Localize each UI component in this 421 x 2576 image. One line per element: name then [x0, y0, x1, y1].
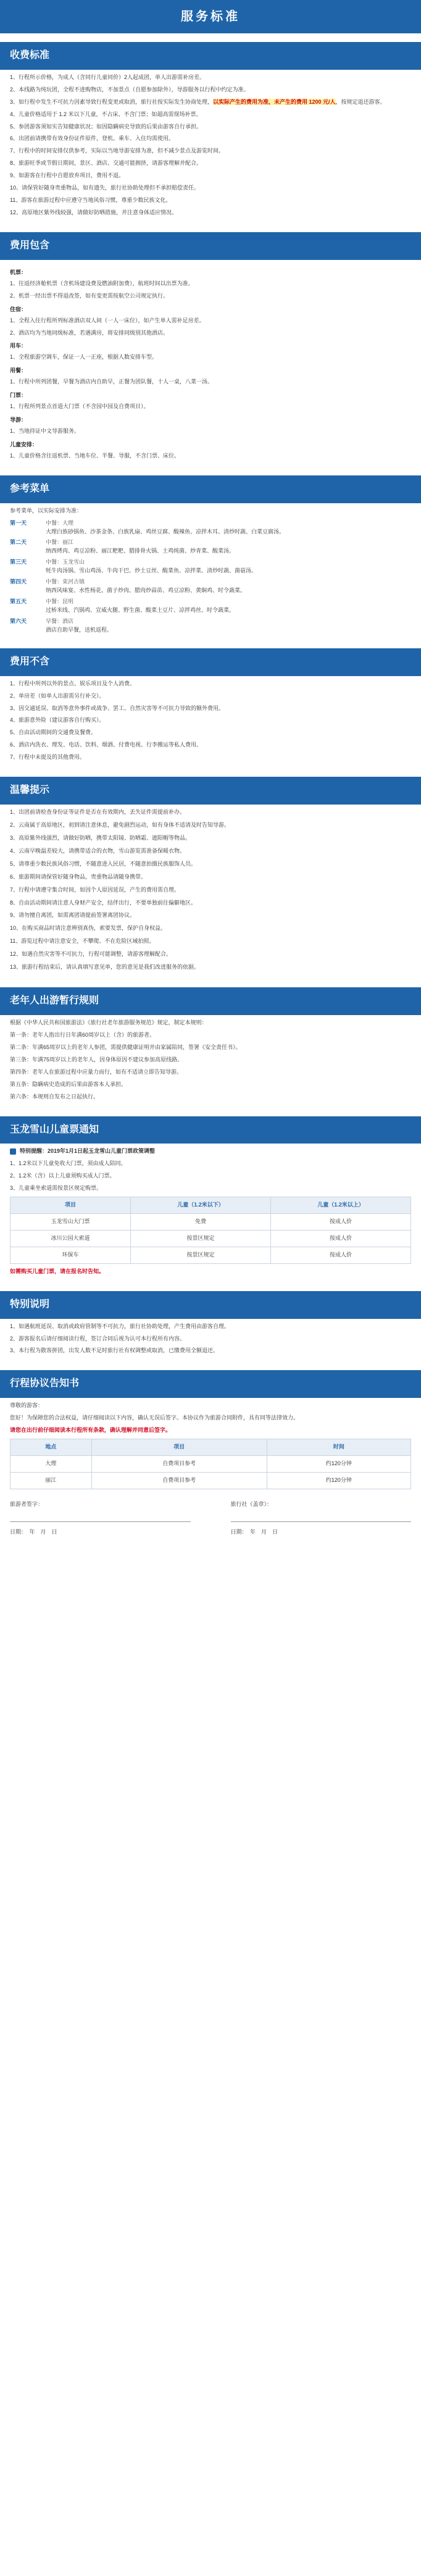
table-header: 地点 — [10, 1439, 92, 1455]
fees-excluded-p6: 6、酒店内洗衣、理发、电话、饮料、烟酒、付费电视、行李搬运等私人费用。 — [10, 742, 202, 748]
tourist-sign-label: 旅游者签字： — [10, 1500, 44, 1507]
table-cell: 自费项目参考 — [91, 1472, 267, 1489]
elder-rule-item: 第五条：隐瞒病史造成的后果由游客本人承担。 — [10, 1081, 127, 1087]
tip-item: 6、旅游期间请保管好随身物品，贵重物品请随身携带。 — [10, 873, 147, 880]
agreement-table — [10, 1439, 411, 1489]
menu-dishes: 牦牛肉汤锅、雪山鸡汤、牛肉干巴、炒土豆丝、酸菜鱼、凉拌菜、清炒时蔬、菌菇汤。 — [46, 567, 257, 574]
agreement-greeting: 尊敬的游客： — [10, 1402, 44, 1409]
fees-standard-p7: 7、行程中的时间安排仅供参考，实际以当地导游安排为准，但不减少景点及游览时间。 — [10, 148, 225, 154]
menu-row — [10, 617, 411, 635]
agency-date-label: 日期： 年 月 日 — [230, 1528, 278, 1535]
menu-row — [10, 519, 411, 537]
fees-excluded-p5: 5、自由活动期间的交通费及餐费。 — [10, 729, 97, 736]
fees-included-content — [0, 260, 421, 467]
table-cell: 约120分钟 — [267, 1455, 411, 1472]
agreement-body: 您好！为保障您的合法权益，请仔细阅读以下内容，确认无误后签字。本协议作为旅游合同附件，具有同等法律效力。 — [10, 1415, 299, 1421]
elder-rules-content — [0, 1015, 421, 1108]
tips-content — [0, 805, 421, 979]
fees-standard-p9: 9、如游客在行程中自愿放弃项目，费用不退。 — [10, 172, 125, 179]
child-notice-p1: 1、1.2米以下儿童免收大门票，须由成人陪同。 — [10, 1160, 127, 1167]
signature-row — [10, 1500, 411, 1537]
fees-excluded-p1: 1、行程中所列以外的景点、娱乐项目及个人消费。 — [10, 680, 136, 687]
fees-standard-p10: 10、请保管好随身贵重物品，如有遗失，旅行社协助处理但不承担赔偿责任。 — [10, 185, 200, 191]
menu-dishes: 纳西风味宴、水性杨花、菌子炒肉、腊肉炒蒜苗、鸡豆凉粉、黄焖鸡、时令蔬菜。 — [46, 587, 246, 594]
table-row — [10, 1247, 411, 1263]
fees-excluded-p4: 4、旅游意外险（建议游客自行购买）。 — [10, 717, 105, 724]
fees-excluded-p7: 7、行程中未提及的其他费用。 — [10, 754, 86, 761]
child-notice-note: 如需购买儿童门票，请在报名时告知。 — [10, 1268, 105, 1274]
tourist-date-label: 日期： 年 月 日 — [10, 1528, 57, 1535]
child-p1: 1、儿童价格含往返机票、当地车位、半餐、导服，不含门票、床位。 — [10, 452, 180, 459]
section-elder-rules-title: 老年人出游暂行规则 — [0, 987, 421, 1015]
table-row — [10, 1230, 411, 1247]
table-header: 时间 — [267, 1439, 411, 1455]
table-cell: 丽江 — [10, 1472, 92, 1489]
section-fees-excluded-title: 费用不含 — [0, 648, 421, 676]
fees-standard-p6: 6、出团前请携带有效身份证件原件，登机、乘车、入住均需使用。 — [10, 135, 175, 142]
menu-row — [10, 578, 411, 595]
menu-meal: 中餐：昆明 — [46, 598, 74, 605]
meal-subtitle: 用餐： — [10, 367, 27, 374]
menu-row — [10, 538, 411, 556]
fees-standard-p8: 8、旅游旺季或节假日期间，景区、酒店、交通可能拥挤，请游客理解并配合。 — [10, 160, 202, 167]
agreement-highlight: 请您在出行前仔细阅读本行程所有条款，确认理解并同意后签字。 — [10, 1427, 172, 1434]
menu-row — [10, 558, 411, 575]
fees-standard-p1: 1、行程所示价格，为成人（含同行儿童同价）2人起成团，单人出游需补房差。 — [10, 73, 206, 80]
fees-standard-p3-pre: 3、如行程中发生不可抗力因素导致行程变更或取消，旅行社按实际发生协商处理， — [10, 98, 214, 105]
child-ticket-table — [10, 1197, 411, 1264]
special-p3: 3、本行程为散客拼团，出发人数不足时旅行社有权调整或取消，已缴费用全额退还。 — [10, 1347, 219, 1354]
menu-content — [0, 503, 421, 640]
menu-row — [10, 598, 411, 615]
menu-day: 第六天 — [10, 617, 27, 624]
table-cell: 大理 — [10, 1455, 92, 1472]
table-cell: 按成人价 — [270, 1230, 411, 1247]
traffic-p1: 1、全程旅游空调车，保证一人一正座，根据人数安排车型。 — [10, 354, 158, 361]
fees-standard-p3-post: ，按规定退还游客。 — [335, 98, 386, 105]
special-p2: 2、游客报名后请仔细阅读行程，签订合同后视为认可本行程所有内容。 — [10, 1335, 186, 1342]
tip-item: 1、出团前请检查身份证等证件是否在有效期内，丢失证件需提前补办。 — [10, 808, 186, 815]
menu-dishes: 纳西烤肉、鸡豆凉粉、丽江粑粑、腊排骨火锅、土鸡炖菌、炒青菜、酸菜汤。 — [46, 548, 235, 554]
section-tips-title: 温馨提示 — [0, 777, 421, 805]
tip-item: 8、自由活动期间请注意人身财产安全，结伴出行，不要单独前往偏僻地区。 — [10, 899, 197, 906]
menu-day: 第一天 — [10, 519, 27, 526]
fees-standard-p3 — [10, 98, 411, 107]
fees-excluded-content — [0, 676, 421, 769]
page-title-bar — [0, 0, 421, 33]
fees-standard-p12: 12、高原地区紫外线较强，请做好防晒措施，并注意身体适应情况。 — [10, 209, 178, 216]
table-header: 儿童（1.2米以上） — [270, 1197, 411, 1214]
hotel-subtitle: 住宿： — [10, 306, 27, 312]
section-child-notice-title: 玉龙雪山儿童票通知 — [0, 1116, 421, 1144]
table-row — [10, 1472, 411, 1489]
menu-dishes: 大理白族砂锅鱼、沙茶金条、白族乳扇、鸡丝豆腐、酸辣鱼、凉拌木耳、清炒时蔬、白菜豆腐汤。 — [46, 528, 285, 535]
table-header: 项目 — [91, 1439, 267, 1455]
menu-meal: 中餐：大理 — [46, 519, 74, 526]
menu-dishes: 过桥米线、汽锅鸡、宣威火腿、野生菌、酸菜土豆片、凉拌鸡丝、时令蔬菜。 — [46, 607, 235, 614]
meal-p1: 1、行程中所列团餐，早餐为酒店内自助早，正餐为团队餐，十人一桌，八菜一汤。 — [10, 378, 214, 385]
menu-intro: 参考菜单，以实际安排为准： — [10, 507, 83, 514]
ticket-subtitle: 门票： — [10, 392, 27, 399]
child-notice-p2: 2、1.2米（含）以上儿童须购买成人门票。 — [10, 1173, 115, 1179]
tourist-sign-line[interactable] — [10, 1512, 191, 1522]
hotel-p1: 1、全程入住行程所列标准酒店双人间（一人一床位），如产生单人需补足房差。 — [10, 317, 205, 324]
table-header: 项目 — [10, 1197, 131, 1214]
section-special-title: 特别说明 — [0, 1291, 421, 1319]
special-p1: 1、如遇航班延误、取消或政府管制等不可抗力，旅行社协助处理，产生费用由游客自理。 — [10, 1323, 230, 1329]
elder-rule-item: 第一条：老年人指出行日年满60周岁以上（含）的旅游者。 — [10, 1031, 156, 1038]
elder-rule-item: 第四条：老年人在旅游过程中应量力而行，如有不适请立即告知导游。 — [10, 1068, 183, 1075]
table-cell: 约120分钟 — [267, 1472, 411, 1489]
menu-day: 第三天 — [10, 559, 27, 566]
menu-day: 第二天 — [10, 539, 27, 546]
flight-p1: 1、往返经济舱机票（含机场建设费及燃油附加费），航班时间以出票为准。 — [10, 280, 194, 286]
table-cell: 按成人价 — [270, 1214, 411, 1231]
elder-rule-item: 第二条：年满65周岁以上的老年人参团，需提供健康证明并由家属陪同，签署《安全责任书》。 — [10, 1043, 241, 1050]
notice-icon — [10, 1148, 16, 1155]
table-row — [10, 1455, 411, 1472]
guide-subtitle: 导游： — [10, 417, 27, 424]
tip-item: 13、旅游行程结束后，请认真填写意见单，您的意见是我们改进服务的依据。 — [10, 964, 200, 971]
traffic-subtitle: 用车： — [10, 343, 27, 349]
table-cell: 玉龙雪山大门票 — [10, 1214, 131, 1231]
fees-standard-p11: 11、游客在旅游过程中应遵守当地风俗习惯，尊重少数民族文化。 — [10, 197, 172, 204]
tip-item: 9、请勿擅自离团，如需离团请提前签署离团协议。 — [10, 912, 136, 919]
table-cell: 冰川公园大索道 — [10, 1230, 131, 1247]
hotel-p2: 2、酒店均为当地同级标准，若遇满房，将安排同级别其他酒店。 — [10, 329, 169, 336]
section-fees-standard-title: 收费标准 — [0, 42, 421, 70]
fees-standard-p4: 4、儿童价格适用于 1.2 米以下儿童，不占床、不含门票；如超高需现场补票。 — [10, 111, 202, 117]
agreement-content — [0, 1398, 421, 1539]
table-row — [10, 1214, 411, 1231]
menu-meal: 中餐：束河古镇 — [46, 579, 85, 585]
fees-standard-p5: 5、参团游客须如实告知健康状况；如因隐瞒病史导致的后果由游客自行承担。 — [10, 123, 202, 130]
agency-sign-line[interactable] — [231, 1512, 412, 1522]
menu-meal: 早餐：酒店 — [46, 617, 74, 624]
table-cell: 环保车 — [10, 1247, 131, 1263]
child-notice-content — [0, 1144, 421, 1282]
section-fees-included-title: 费用包含 — [0, 232, 421, 260]
table-cell: 自费项目参考 — [91, 1455, 267, 1472]
elder-rule-item: 第六条：本规则自发布之日起执行。 — [10, 1093, 99, 1100]
ticket-p1: 1、行程所列景点首道大门票（不含园中园及自费项目）。 — [10, 403, 149, 410]
flight-subtitle: 机票： — [10, 269, 27, 275]
tip-item: 11、游览过程中请注意安全，不攀爬、不在危险区域拍照。 — [10, 938, 155, 945]
table-cell: 免费 — [130, 1214, 270, 1231]
child-subtitle: 儿童安排： — [10, 441, 38, 448]
tip-item: 4、云南早晚温差较大，请携带适合的衣物，雪山游览需准备保暖衣物。 — [10, 847, 186, 854]
fees-excluded-p2: 2、单房差（如单人出游需另行补交）。 — [10, 692, 105, 699]
elder-rules-intro: 根据《中华人民共和国旅游法》《旅行社老年旅游服务规范》规定，制定本规则： — [10, 1019, 207, 1026]
menu-day: 第四天 — [10, 579, 27, 585]
flight-p2: 2、机票一经出票不得退改签，如有变更需按航空公司规定执行。 — [10, 292, 169, 299]
fees-standard-p2: 2、本线路为纯玩团，全程不进购物店，不加景点（自愿参加除外），导游服务以行程中约定为准。 — [10, 86, 249, 93]
menu-meal: 中餐：丽江 — [46, 539, 74, 546]
child-notice-heading: 特别提醒：2019年1月1日起玉龙雪山儿童门票政策调整 — [20, 1148, 156, 1155]
table-cell: 按成人价 — [270, 1247, 411, 1263]
tip-item: 10、在购买商品时请注意辨别真伪，索要发票，保护自身权益。 — [10, 925, 167, 932]
tip-item: 2、云南属于高原地区，初到请注意休息，避免剧烈运动，如有身体不适请及时告知导游。 — [10, 821, 230, 828]
elder-rule-item: 第三条：年满75周岁以上的老年人，因身体原因不建议参加高原线路。 — [10, 1056, 183, 1063]
fees-standard-p3-highlight: 以实际产生的费用为准，未产生的费用 1200 元/人 — [213, 98, 336, 105]
fees-excluded-p3: 3、因交通延误、取消等意外事件或战争、罢工、自然灾害等不可抗力导致的额外费用。 — [10, 705, 225, 711]
special-content — [0, 1319, 421, 1362]
section-agreement-title: 行程协议告知书 — [0, 1370, 421, 1398]
guide-p1: 1、当地持证中文导游服务。 — [10, 428, 80, 435]
tip-item: 5、请尊重少数民族风俗习惯，不随意进入民居，不随意拍摄民族服饰人员。 — [10, 860, 197, 867]
child-notice-p3: 3、儿童乘坐索道需按景区规定购票。 — [10, 1185, 102, 1192]
table-cell: 按景区规定 — [130, 1230, 270, 1247]
menu-dishes: 酒店自助早餐，送机返程。 — [46, 626, 113, 633]
fees-standard-content — [0, 70, 421, 224]
menu-day: 第五天 — [10, 598, 27, 605]
section-menu-title: 参考菜单 — [0, 475, 421, 503]
tip-item: 12、如遇自然灾害等不可抗力，行程可能调整，请游客理解配合。 — [10, 951, 172, 958]
page-title: 服务标准 — [181, 9, 240, 23]
tip-item: 3、高原紫外线强烈，请做好防晒，携带太阳镜、防晒霜、遮阳帽等物品。 — [10, 834, 191, 841]
agency-sign-label: 旅行社（盖章）： — [230, 1500, 273, 1507]
menu-meal: 中餐：玉龙雪山 — [46, 559, 85, 566]
tip-item: 7、行程中请遵守集合时间，如因个人原因延误，产生的费用需自理。 — [10, 886, 180, 893]
table-header: 儿童（1.2米以下） — [130, 1197, 270, 1214]
table-cell: 按景区规定 — [130, 1247, 270, 1263]
